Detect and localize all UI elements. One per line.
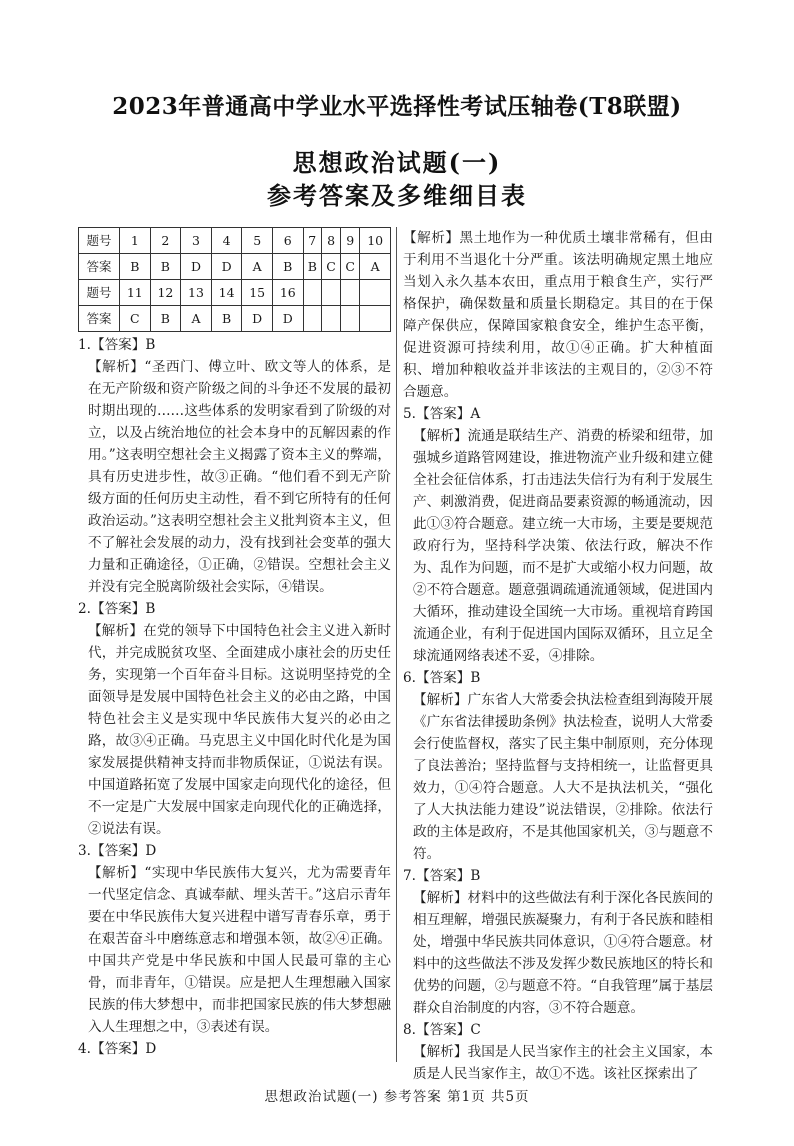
table-cell: D [211, 254, 242, 280]
table-cell [360, 280, 391, 306]
table-cell-label: 答案 [79, 254, 120, 280]
table-cell: A [242, 254, 273, 280]
table-cell: C [341, 254, 360, 280]
left-column [78, 227, 391, 1060]
analysis-text: 【解析】广东省人大常委会执法检查组到海陵开展《广东省法律援助条例》执法检查，说明人大常委会行使监督权，落实了民主集中制原则，充分体现了良法善治；坚持监督与支持相统一，让监督更具效力，①④符合题意。人大不是执法机关，“强化了人大执法能力建设”说法错误，②排除。依法行政的主体是政府，不是其他国家机关，③与题意不符。 [413, 692, 713, 862]
answer-line: 4.【答案】D [78, 1041, 157, 1057]
table-row [79, 280, 391, 306]
table-cell-label: 题号 [79, 280, 120, 306]
table-cell: 11 [120, 280, 151, 306]
table-cell: 2 [150, 228, 181, 254]
table-cell: B [150, 306, 181, 332]
analysis-text: 【解析】我国是人民当家作主的社会主义国家，本质是人民当家作主，故①不选。该社区探索出了 [413, 1044, 713, 1082]
table-cell: D [272, 306, 303, 332]
table-cell: 15 [242, 280, 273, 306]
table-cell: 1 [120, 228, 151, 254]
table-cell: B [303, 254, 321, 280]
table-cell [360, 306, 391, 332]
table-cell: 14 [211, 280, 242, 306]
column-divider [396, 227, 397, 1062]
table-row [79, 228, 391, 254]
subject-title: 思想政治试题(一) [292, 148, 502, 177]
table-cell: 5 [242, 228, 273, 254]
analysis-text: 【解析】在党的领导下中国特色社会主义进入新时代，并完成脱贫攻坚、全面建成小康社会的历史任务，实现第一个百年奋斗目标。这说明坚持党的全面领导是发展中国特色社会主义的必由之路，中国特色社会主义是实现中华民族伟大复兴的必由之路，故③④正确。马克思主义中国化时代化是为国家发展提供精神支持而非物质保证，①说法有误。中国道路拓宽了发展中国家走向现代化的途径，但不一定是广大发展中国家走向现代化的正确选择，②说法有误。 [88, 623, 391, 837]
table-cell: B [272, 254, 303, 280]
table-cell: 10 [360, 228, 391, 254]
table-cell: 13 [181, 280, 212, 306]
table-cell: B [150, 254, 181, 280]
analysis-text: 【解析】黑土地作为一种优质土壤非常稀有，但由于利用不当退化十分严重。该法明确规定黑土地应当划入永久基本农田，重点用于粮食生产，实行严格保护，确保数量和质量长期稳定。其目的在于保障产保供应，保障国家粮食安全，维护生态平衡，促进资源可持续利用，故①④正确。扩大种植面积、增加种粮收益并非该法的主观目的，②③不符合题意。 [403, 230, 713, 400]
table-cell: 7 [303, 228, 321, 254]
table-cell: 8 [322, 228, 341, 254]
table-cell: C [322, 254, 341, 280]
table-cell: B [211, 306, 242, 332]
answer-line: 2.【答案】B [78, 601, 156, 617]
table-cell: B [120, 254, 151, 280]
table-cell-label: 题号 [79, 228, 120, 254]
analysis-text: 【解析】“圣西门、傅立叶、欧文等人的体系，是在无产阶级和资产阶级之间的斗争还不发展的最初时期出现的……这些体系的发明家看到了阶级的对立，以及占统治地位的社会本身中的瓦解因素的作用。”这表明空想社会主义揭露了资本主义的弊端，具有历史进步性，故③正确。“他们看不到无产阶级方面的任何历史主动性，看不到它所特有的任何政治运动。”这表明空想社会主义批判资本主义，但不了解社会发展的动力，没有找到社会变革的强大力量和正确途径，①正确，②错误。空想社会主义并没有完全脱离阶级社会实际，④错误。 [88, 359, 391, 595]
answer-line: 7.【答案】B [403, 868, 481, 884]
right-column [403, 227, 713, 1085]
table-row [79, 254, 391, 280]
table-cell: 6 [272, 228, 303, 254]
table-cell [341, 280, 360, 306]
table-cell: A [360, 254, 391, 280]
answer-key-title: 参考答案及多维细目表 [267, 181, 527, 210]
table-cell [303, 280, 321, 306]
table-cell: D [242, 306, 273, 332]
table-cell: 16 [272, 280, 303, 306]
analysis-text: 【解析】“实现中华民族伟大复兴，尤为需要青年一代坚定信念、真诚奉献、埋头苦干。”这启示青年要在中华民族伟大复兴进程中谱写青春乐章，勇于在艰苦奋斗中磨练意志和增强本领，故②④正确。中国共产党是中华民族和中国人民最可靠的主心骨，而非青年，①错误。应是把人生理想融入国家民族的伟大梦想中，而非把国家民族的伟大梦想融入人生理想之中，③表述有误。 [88, 865, 391, 1035]
answer-line: 3.【答案】D [78, 843, 157, 859]
table-cell [303, 306, 321, 332]
answer-line: 6.【答案】B [403, 670, 481, 686]
table-row [79, 306, 391, 332]
answer-line: 1.【答案】B [78, 337, 156, 353]
exam-title: 2023年普通高中学业水平选择性考试压轴卷(T8联盟) [112, 93, 682, 120]
analysis-text: 【解析】流通是联结生产、消费的桥梁和纽带，加强城乡道路管网建设，推进物流产业升级和建立健全社会征信体系，打击违法失信行为有利于发展生产、刺激消费，促进商品要素资源的畅通流动，因此①③符合题意。建立统一大市场，主要是要规范政府行为，坚持科学决策、依法行政，解决不作为、乱作为问题，而不是扩大或缩小权力问题，故②不符合题意。题意强调疏通流通领域，促进国内大循环，推动建设全国统一大市场。重视培育跨国流通企业，有利于促进国内国际双循环，且立足全球流通网络表述不妥，④排除。 [413, 428, 713, 664]
table-cell-label: 答案 [79, 306, 120, 332]
table-cell: A [181, 306, 212, 332]
page-footer: 思想政治试题(一) 参考答案 第1页 共5页 [264, 1089, 530, 1105]
answer-line: 5.【答案】A [403, 406, 481, 422]
table-cell: 9 [341, 228, 360, 254]
answer-line: 8.【答案】C [403, 1022, 481, 1038]
table-cell: C [120, 306, 151, 332]
table-cell: 3 [181, 228, 212, 254]
analysis-text: 【解析】材料中的这些做法有利于深化各民族间的相互理解，增强民族凝聚力，有利于各民族和睦相处，增强中华民族共同体意识，①④符合题意。材料中的这些做法不涉及发挥少数民族地区的特长和优势的问题，②与题意不符。“自我管理”属于基层群众自治制度的内容，③不符合题意。 [413, 890, 713, 1016]
table-cell: 4 [211, 228, 242, 254]
table-cell [322, 306, 341, 332]
table-cell: 12 [150, 280, 181, 306]
table-cell [341, 306, 360, 332]
answer-table [78, 227, 391, 332]
table-cell [322, 280, 341, 306]
table-cell: D [181, 254, 212, 280]
